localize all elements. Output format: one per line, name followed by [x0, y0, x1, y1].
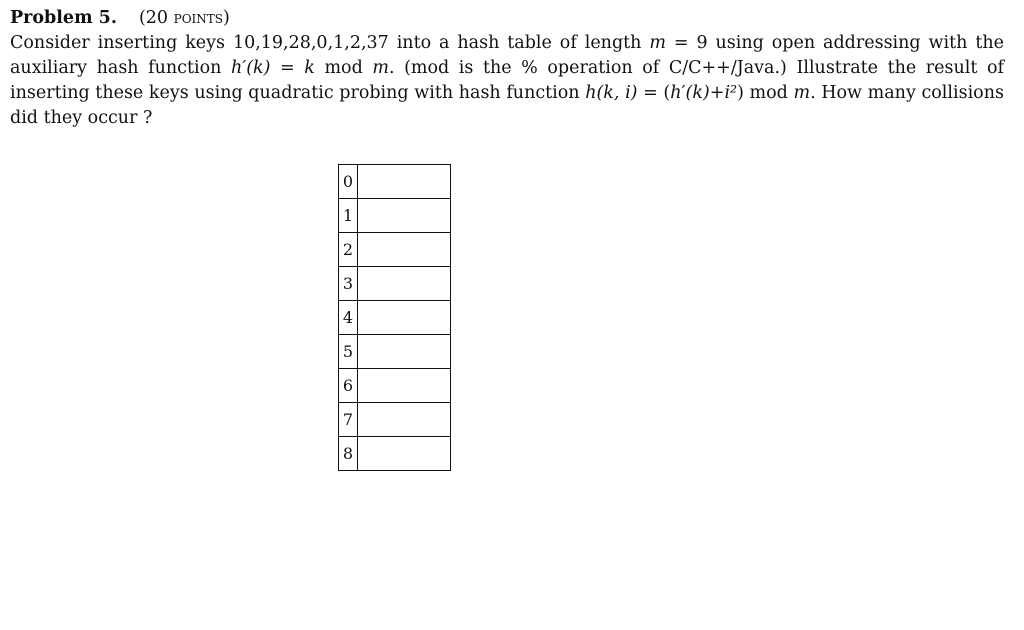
slot-index: 7 [339, 403, 358, 437]
slot-index: 4 [339, 301, 358, 335]
body-text-segment: = [270, 58, 305, 78]
body-text-segment: + [709, 83, 725, 103]
slot-cell[interactable] [358, 233, 451, 267]
body-text-segment: ) mod [737, 83, 794, 103]
problem-statement [10, 6, 1004, 131]
slot-cell[interactable] [358, 199, 451, 233]
slot-cell[interactable] [358, 301, 451, 335]
slot-index: 1 [339, 199, 358, 233]
points-close: ) [223, 8, 230, 28]
slot-index: 2 [339, 233, 358, 267]
table-row [339, 403, 451, 437]
math-auxiliary-hash: h′(k) [230, 58, 271, 78]
table-row [339, 335, 451, 369]
slot-cell[interactable] [358, 335, 451, 369]
table-row [339, 301, 451, 335]
slot-cell[interactable] [358, 403, 451, 437]
slot-index: 3 [339, 267, 358, 301]
problem-title: Problem 5. [10, 8, 117, 28]
math-m: m [372, 58, 389, 78]
body-text-segment: = 9 using open addressing with the auxiliary hash function [10, 33, 1004, 78]
table-row [339, 199, 451, 233]
slot-index: 0 [339, 165, 358, 199]
hash-table [338, 164, 451, 471]
table-row [339, 267, 451, 301]
body-text-segment: . How many collisions did they occur ? [10, 83, 1004, 128]
slot-index: 6 [339, 369, 358, 403]
body-text-segment: = ( [637, 83, 671, 103]
math-k: k [304, 58, 315, 78]
slot-cell[interactable] [358, 369, 451, 403]
body-text-segment: mod [314, 58, 373, 78]
body-text-segment: Consider inserting keys 10,19,28,0,1,2,37 into a hash table of length [10, 33, 650, 53]
problem-heading [10, 6, 1004, 31]
math-i-squared: i² [724, 83, 738, 103]
math-m: m [793, 83, 811, 103]
slot-index: 5 [339, 335, 358, 369]
table-row [339, 437, 451, 471]
math-m: m [649, 33, 666, 53]
table-row [339, 233, 451, 267]
points-open: (20 [138, 8, 174, 28]
problem-body [10, 31, 1004, 131]
math-hash-function: h(k, i) [585, 83, 638, 103]
slot-cell[interactable] [358, 165, 451, 199]
table-row [339, 369, 451, 403]
table-row [339, 165, 451, 199]
slot-cell[interactable] [358, 437, 451, 471]
slot-cell[interactable] [358, 267, 451, 301]
points-word: points [173, 8, 224, 28]
slot-index: 8 [339, 437, 358, 471]
body-text-segment: . (mod is the % operation of C/C++/Java.) Illustrate the result of inserting these keys using quadratic probing with hash function [10, 58, 1004, 103]
math-auxiliary-hash: h′(k) [670, 83, 710, 103]
